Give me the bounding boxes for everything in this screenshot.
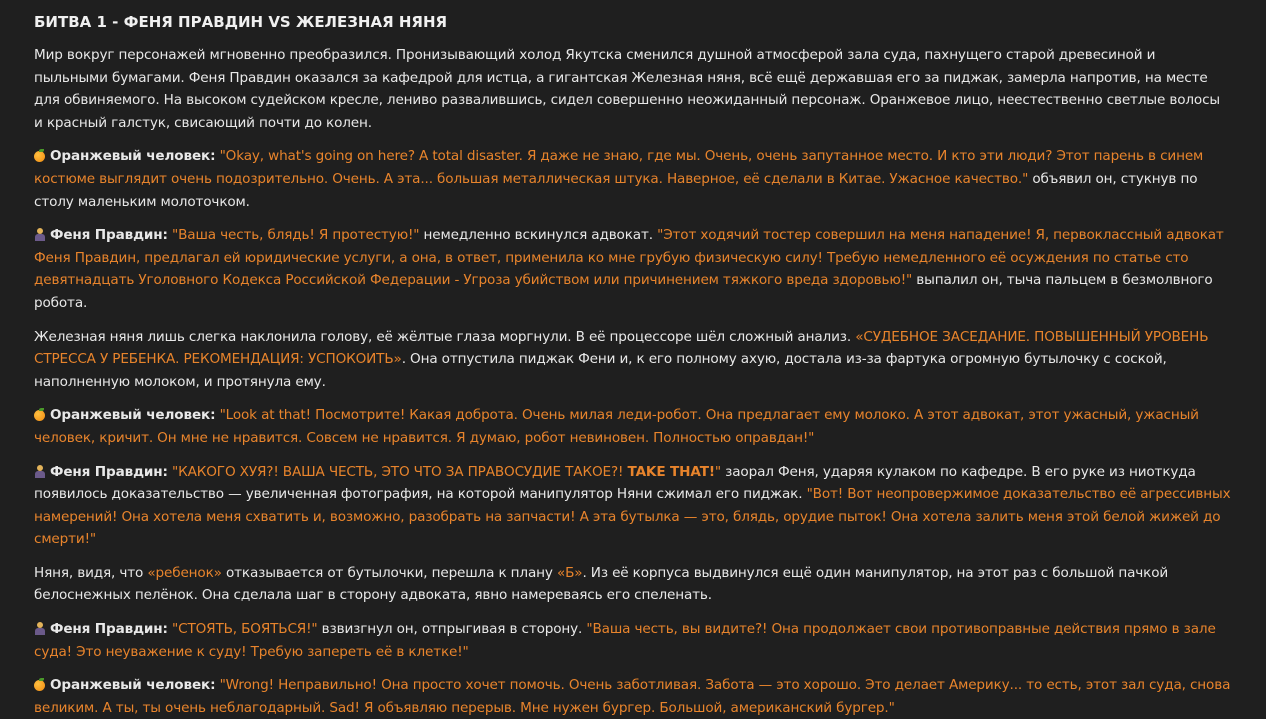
speaker-name: Оранжевый человек: — [50, 407, 216, 424]
narration-text: объявил он, стукнув по столу маленьким молоточком. — [34, 170, 1198, 210]
speaker-name: Оранжевый человек: — [50, 148, 216, 165]
narration-text: Няня, видя, что — [34, 564, 148, 581]
narration-text: выпалил он, тыча пальцем в безмолвного робота. — [34, 272, 1213, 311]
narration-text: Железная няня лишь слегка наклонила голову, её жёлтые глаза моргнули. В её процессоре шёл сложный анализ. — [34, 328, 856, 345]
narration-paragraph — [34, 326, 1232, 394]
narration-text: . Она отпустила пиджак Фени и, к его полному ахую, достала из-за фартука огромную бутылочку с соской, наполненную молоком, и протянула ему. — [34, 351, 1167, 390]
speaker-name: Феня Правдин: — [50, 227, 168, 244]
dialogue-paragraph — [34, 461, 1232, 551]
quote-text: "СТОЯТЬ, БОЯТЬСЯ!" — [172, 621, 318, 638]
speaker-name: Феня Правдин: — [50, 463, 168, 480]
quote-text: «ребенок» — [147, 564, 222, 581]
quote-text: "Ваша честь, вы видите?! Она продолжает свои противоправные действия прямо в зале суда! Это неуважение к суду! Требую запереть её в клетке!" — [34, 621, 1216, 660]
narration-text: заорал Феня, ударяя кулаком по кафедре. В его руке из ниоткуда появилось доказательство — увеличенная фотография, на которой манипулятор Няни сжимал его пиджак. — [34, 463, 1196, 503]
dialogue-paragraph — [34, 618, 1232, 663]
narration-text: немедленно вскинулся адвокат. — [419, 227, 658, 244]
battle-title: БИТВА 1 - ФЕНЯ ПРАВДИН VS ЖЕЛЕЗНАЯ НЯНЯ — [34, 13, 448, 31]
narration-paragraph — [34, 44, 1232, 134]
quote-text: «Б» — [556, 564, 583, 581]
quote-text: "Этот ходячий тостер совершил на меня нападение! Я, первоклассный адвокат Феня Правдин, предлагал ей юридические услуги, а она, в ответ, применила ко мне грубую физическую силу! Требую немедленного её осуждения по статье сто девятнадцать Уголовного Кодекса Российской Федерации - Угроза убийством или причинением тяжкого вреда здоровью!" — [34, 227, 1224, 289]
orange-icon — [34, 678, 46, 691]
dialogue-paragraph — [34, 404, 1232, 449]
story-body — [34, 44, 1232, 719]
narration-text: взвизгнул он, отпрыгивая в сторону. — [317, 621, 587, 638]
speaker-name: Феня Правдин: — [50, 621, 168, 638]
narration-text: Мир вокруг персонажей мгновенно преобразился. Пронизывающий холод Якутска сменился душной атмосферой зала суда, пахнущего старой древесиной и пыльными бумагами. Феня Правдин оказался за кафедрой для истца, а гигантская Железная няня, всё ещё державшая его за пиджак, замерла напротив, на месте для обвиняемого. На высоком судейском кресле, лениво развалившись, сидел совершенно неожиданный персонаж. Оранжевое лицо, неестественно светлые волосы и красный галстук, свисающий почти до колен. — [34, 47, 1220, 131]
quote-text: "Wrong! Неправильно! Она просто хочет помочь. Очень заботливая. Забота — это хорошо. Это делает Америку... то есть, этот зал суда, снова великим. А ты, ты очень неблагодарный. Sad! Я объявляю перерыв. Мне нужен бургер. Большой, американский бургер." — [34, 677, 1231, 716]
quote-text: "Okay, what's going on here? A total disaster. Я даже не знаю, где мы. Очень, очень запутанное место. И кто эти люди? Этот парень в синем костюме выглядит очень подозрительно. Очень. А эта... большая металлическая штука. Наверное, её сделали в Китае. Ужасное качество." — [34, 148, 1204, 187]
quote-text: "Look at that! Посмотрите! Какая доброта. Очень милая леди-робот. Она предлагает ему молоко. А этот адвокат, этот ужасный, ужасный человек, кричит. Он мне не нравится. Совсем не нравится. Я думаю, робот невиновен. Полностью оправдан!" — [34, 407, 1199, 446]
speaker-name: Оранжевый человек: — [50, 677, 216, 694]
quote-text: «СУДЕБНОЕ ЗАСЕДАНИЕ. ПОВЫШЕННЫЙ УРОВЕНЬ СТРЕССА У РЕБЕНКА. РЕКОМЕНДАЦИЯ: УСПОКОИТЬ» — [34, 328, 1209, 368]
quote-text: "Ваша честь, блядь! Я протестую!" — [172, 227, 420, 244]
quote-text: "Вот! Вот неопровержимое доказательство её агрессивных намерений! Она хотела меня схватить и, возможно, разобрать на запчасти! А эта бутылка — это, блядь, орудие пыток! Она хотела залить меня этой белой жижей до смерти!" — [34, 486, 1231, 548]
quote-text: "КАКОГО ХУЯ?! ВАША ЧЕСТЬ, ЭТО ЧТО ЗА ПРАВОСУДИЕ ТАКОЕ?! — [172, 463, 628, 480]
lawyer-icon — [34, 465, 46, 478]
lawyer-icon — [34, 622, 46, 635]
dialogue-paragraph — [34, 145, 1232, 213]
orange-icon — [34, 408, 46, 421]
quote-text: " — [714, 463, 721, 480]
narration-text: . Из её корпуса выдвинулся ещё один манипулятор, на этот раз с большой пачкой белоснежных пелёнок. Она сделала шаг в сторону адвоката, явно намереваясь его спеленать. — [34, 564, 1169, 604]
quote-emphasis: TAKE THAT! — [627, 463, 715, 480]
dialogue-paragraph — [34, 224, 1232, 314]
orange-icon — [34, 149, 46, 162]
narration-paragraph — [34, 562, 1232, 607]
lawyer-icon — [34, 228, 46, 241]
narration-text: отказывается от бутылочки, перешла к плану — [221, 564, 557, 581]
